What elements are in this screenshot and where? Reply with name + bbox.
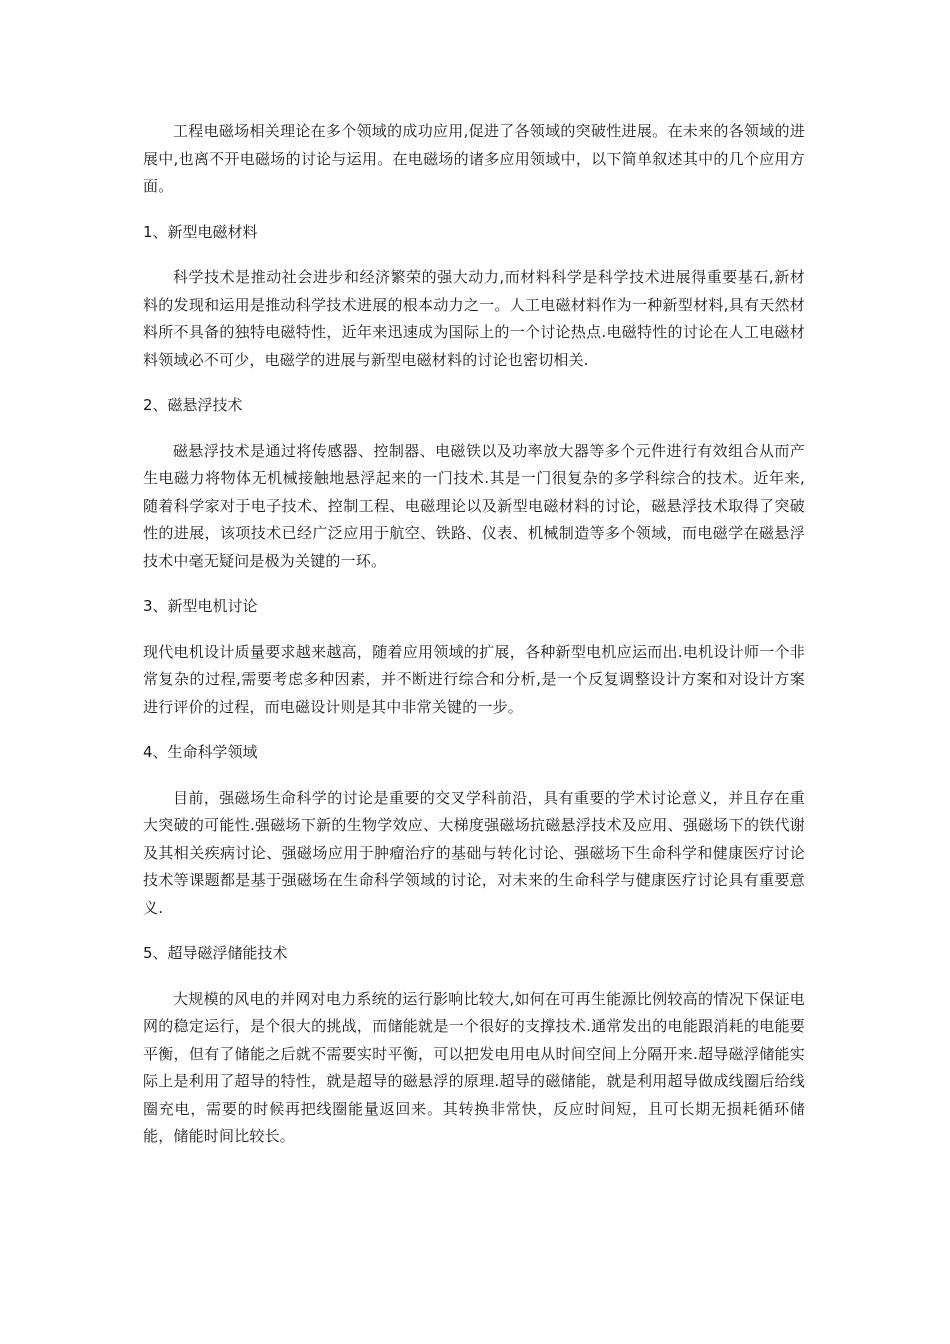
section-1-body: 科学技术是推动社会进步和经济繁荣的强大动力,而材料科学是科学技术进展得重要基石,新材料的发现和运用是推动科学技术进展的根本动力之一。人工电磁材料作为一种新型材料,具有天然材料所不具备的独特电磁特性，近年来迅速成为国际上的一个讨论热点.电磁特性的讨论在人工电磁材料领域必不可少，电磁学的进展与新型电磁材料的讨论也密切相关.: [143, 268, 805, 369]
section-4-heading: 4、生命科学领域: [143, 743, 258, 761]
intro-paragraph: 工程电磁场相关理论在多个领域的成功应用,促进了各领域的突破性进展。在未来的各领域的进展中,也离不开电磁场的讨论与运用。在电磁场的诸多应用领域中，以下简单叙述其中的几个应用方面。: [143, 122, 805, 195]
section-2-body: 磁悬浮技术是通过将传感器、控制器、电磁铁以及功率放大器等多个元件进行有效组合从而产生电磁力将物体无机械接触地悬浮起来的一门技术.其是一门很复杂的多学科综合的技术。近年来,随着科学家对于电子技术、控制工程、电磁理论以及新型电磁材料的讨论，磁悬浮技术取得了突破性的进展，该项技术已经广泛应用于航空、铁路、仪表、机械制造等多个领域，而电磁学在磁悬浮技术中毫无疑问是极为关键的一环。: [143, 441, 805, 570]
section-4-body: 目前，强磁场生命科学的讨论是重要的交叉学科前沿，具有重要的学术讨论意义，并且存在重大突破的可能性.强磁场下新的生物学效应、大梯度强磁场抗磁悬浮技术及应用、强磁场下的铁代谢及其相关疾病讨论、强磁场应用于肿瘤治疗的基础与转化讨论、强磁场下生命科学和健康医疗讨论技术等课题都是基于强磁场在生命科学领域的讨论，对未来的生命科学与健康医疗讨论具有重要意义.: [143, 788, 805, 917]
section-3-body: 现代电机设计质量要求越来越高，随着应用领域的扩展，各种新型电机应运而出.电机设计师一个非常复杂的过程,需要考虑多种因素，并不断进行综合和分析,是一个反复调整设计方案和对设计方案进行评价的过程，而电磁设计则是其中非常关键的一步。: [143, 642, 805, 716]
document-page: [143, 118, 805, 1169]
section-5-body: 大规模的风电的并网对电力系统的运行影响比较大,如何在可再生能源比例较高的情况下保证电网的稳定运行，是个很大的挑战，而储能就是一个很好的支撑技术.通常发出的电能跟消耗的电能要平衡，但有了储能之后就不需要实时平衡，可以把发电用电从时间空间上分隔开来.超导磁浮储能实际上是利用了超导的特性，就是超导的磁悬浮的原理.超导的磁储能，就是利用超导做成线圈后给线圈充电，需要的时候再把线圈能量返回来。其转换非常快，反应时间短，且可长期无损耗循环储能，储能时间比较长。: [143, 989, 805, 1145]
section-1-heading: 1、新型电磁材料: [143, 222, 258, 241]
section-5-heading: 5、超导磁浮储能技术: [143, 944, 288, 962]
section-3-heading: 3、新型电机讨论: [143, 597, 258, 615]
section-2-heading: 2、磁悬浮技术: [143, 396, 243, 414]
